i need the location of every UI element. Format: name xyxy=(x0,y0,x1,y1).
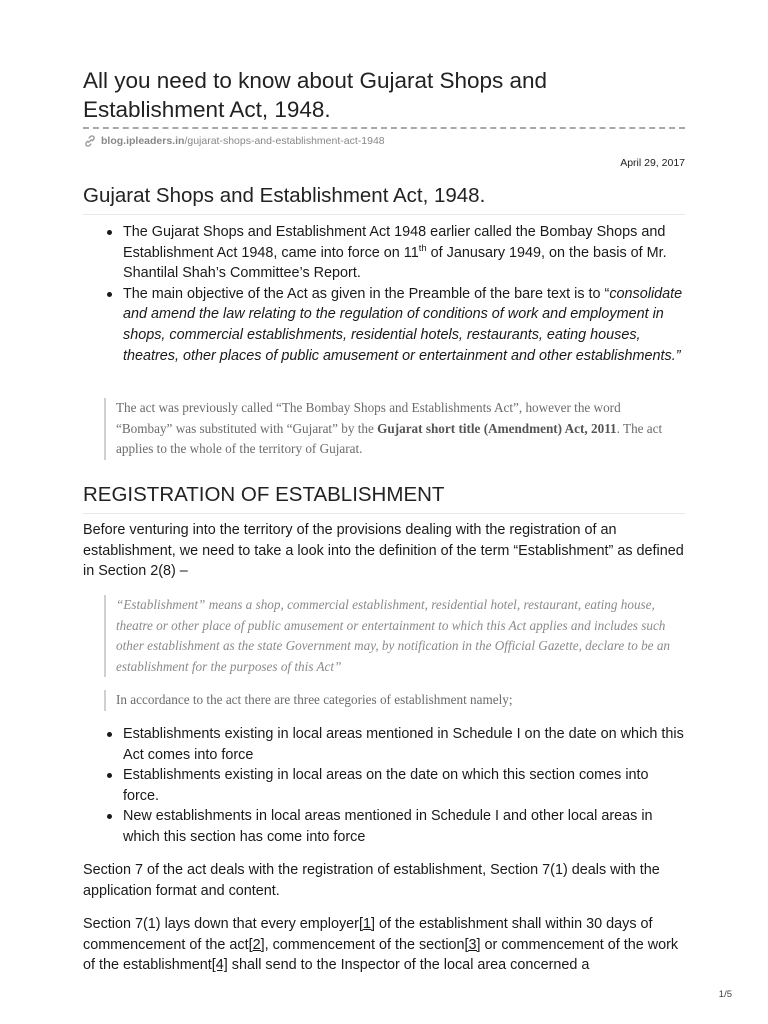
establishment-definition-quote: “Establishment” means a shop, commercial establishment, residential hotel, restaurant, eating house, theatre or other place of public amusement or entertainment to which this Act applies and includes such other establishment as the state Government may, by notification in the Official Gazette, declare to be an establishment for the purposes of this Act” xyxy=(104,595,676,677)
categories-intro-quote: In accordance to the act there are three categories of establishment namely; xyxy=(104,690,676,711)
amendment-act-name: Gujarat short title (Amendment) Act, 2011 xyxy=(377,420,617,436)
definition-intro-paragraph: Before venturing into the territory of the provisions dealing with the registration of an establishment, we need to take a look into the definition of the term “Establishment” as defined in Section 2(8) – xyxy=(83,522,684,580)
page-number: 1/5 xyxy=(718,989,732,1000)
article-title: All you need to know about Gujarat Shops and Establishment Act, 1948. xyxy=(83,68,548,122)
section-heading-registration: REGISTRATION OF ESTABLISHMENT xyxy=(83,480,685,514)
list-item: Establishments existing in local areas on the date on which this section comes into force. xyxy=(123,765,685,806)
ordinal-suffix: th xyxy=(418,242,427,254)
list-item: The Gujarat Shops and Establishment Act 1948 earlier called the Bombay Shops and Establishment Act 1948, came into force on 11th of Janusary 1949, on the basis of Mr. Shantilal Shah’s Committee’s Report. xyxy=(123,222,685,284)
footnote-link-2[interactable]: [2] xyxy=(248,936,265,953)
publish-date: April 29, 2017 xyxy=(620,157,685,169)
act-overview-list xyxy=(83,222,685,366)
amendment-note-quote: The act was previously called “The Bombay Shops and Establishments Act”, however the word “Bombay” was substituted with “Gujarat” by the Gujarat short title (Amendment) Act, 2011. The act applies to the whole of the territory of Gujarat. xyxy=(104,398,676,460)
section7-paragraph: Section 7 of the act deals with the registration of establishment, Section 7(1) deals with the application format and content. xyxy=(83,862,660,899)
section7-1-paragraph: Section 7(1) lays down that every employer[1] of the establishment shall within 30 days of commencement of the act[2], commencement of the section[3] or commencement of the work of the establishment[4] shall send to the Inspector of the local area concerned a xyxy=(83,916,679,974)
preamble-quote: consolidate and amend the law relating to the regulation of conditions of work and employment in shops, commercial establishments, residential hotels, restaurants, eating houses, theatres, other places of public amusement or entertainment and other establishments.” xyxy=(123,285,683,364)
list-item: The main objective of the Act as given in the Preamble of the bare text is to “consolidate and amend the law relating to the regulation of conditions of work and employment in shops, commercial establishments, residential hotels, restaurants, eating houses, theatres, other places of public amusement or entertainment and other establishments.” xyxy=(123,284,685,366)
footnote-link-3[interactable]: [3] xyxy=(464,936,481,953)
source-host: blog.ipleaders.in xyxy=(101,135,185,147)
source-path: /gujarat-shops-and-establishment-act-1948 xyxy=(184,135,385,147)
title-divider xyxy=(83,127,685,129)
list-item: New establishments in local areas mentioned in Schedule I and other local areas in which this section has come into force xyxy=(123,806,685,847)
footnote-link-1[interactable]: [1] xyxy=(358,916,375,932)
link-icon xyxy=(83,134,97,148)
source-link[interactable] xyxy=(83,134,385,148)
footnote-link-4[interactable]: [4] xyxy=(211,957,228,974)
list-item: Establishments existing in local areas mentioned in Schedule I on the date on which this Act comes into force xyxy=(123,724,685,765)
section-heading-act: Gujarat Shops and Establishment Act, 1948. xyxy=(83,181,685,215)
establishment-categories-list xyxy=(83,724,685,848)
